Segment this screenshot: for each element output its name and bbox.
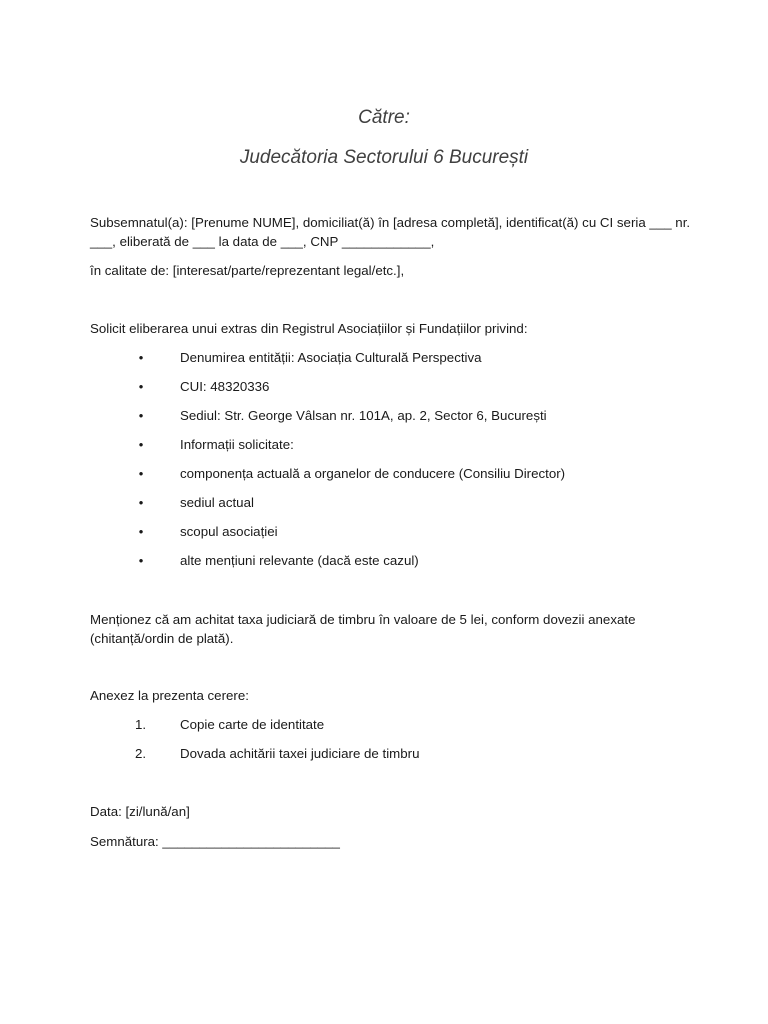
addressee-label: Către: (358, 107, 410, 128)
list-item-text: componența actuală a organelor de conducere (Consiliu Director) (180, 466, 566, 481)
intro-line-2: ___, eliberată de ___ la data de ___, CNP ____________, (90, 234, 435, 249)
intro-line-1: Subsemnatul(a): [Prenume NUME], domiciliat(ă) în [adresa completă], identificat(ă) cu CI seria ___ nr. (90, 215, 691, 230)
list-item-text: Sediul: Str. George Vâlsan nr. 101A, ap. 2, Sector 6, București (180, 408, 547, 423)
date-line: Data: [zi/lună/an] (90, 804, 190, 819)
bullet-icon: • (138, 408, 144, 423)
bullet-icon: • (138, 379, 144, 394)
list-number: 1. (135, 717, 147, 732)
list-item-text: Dovada achitării taxei judiciare de timbru (180, 746, 420, 761)
court-name: Judecătoria Sectorului 6 București (239, 147, 529, 168)
bullet-icon: • (138, 524, 144, 539)
bullet-icon: • (138, 553, 144, 568)
annex-intro: Anexez la prezenta cerere: (90, 688, 249, 703)
list-item-text: Informații solicitate: (180, 437, 294, 452)
list-item-text: scopul asociației (180, 524, 278, 539)
capacity-line: în calitate de: [interesat/parte/reprezentant legal/etc.], (90, 263, 405, 278)
bullet-icon: • (138, 350, 144, 365)
bullet-icon: • (138, 495, 144, 510)
fee-line-1: Menționez că am achitat taxa judiciară de timbru în valoare de 5 lei, conform dovezii anexate (90, 612, 636, 627)
list-number: 2. (135, 746, 147, 761)
bullet-icon: • (138, 437, 144, 452)
list-item-text: CUI: 48320336 (180, 379, 270, 394)
fee-line-2: (chitanță/ordin de plată). (90, 631, 234, 646)
list-item-text: sediul actual (180, 495, 254, 510)
list-item-text: alte mențiuni relevante (dacă este cazul) (180, 553, 419, 568)
signature-line: Semnătura: ________________________ (90, 834, 340, 849)
bullet-icon: • (138, 466, 144, 481)
list-item-text: Denumirea entității: Asociația Culturală Perspectiva (180, 350, 482, 365)
request-text: Solicit eliberarea unui extras din Registrul Asociațiilor și Fundațiilor privind: (90, 321, 528, 336)
list-item-text: Copie carte de identitate (180, 717, 325, 732)
